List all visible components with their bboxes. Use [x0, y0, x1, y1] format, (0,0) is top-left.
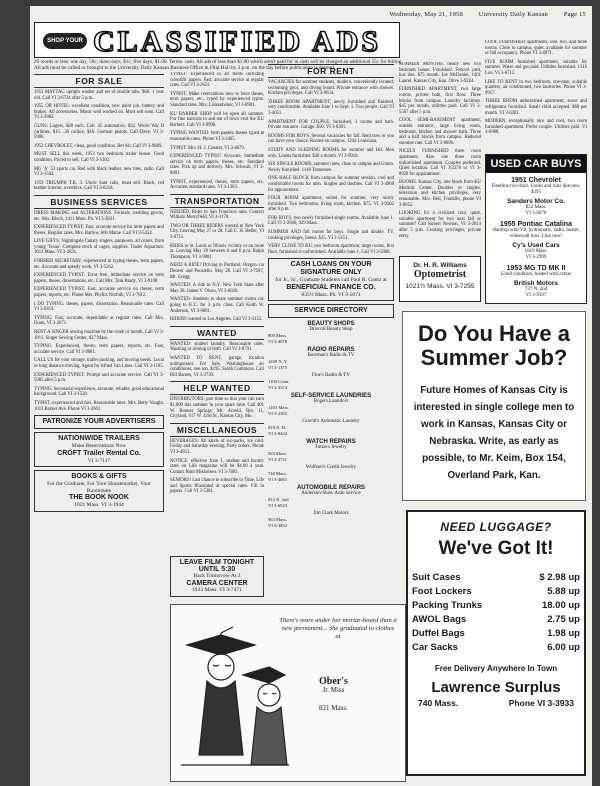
service-address: 1100 Conn. [268, 379, 290, 385]
service-directory-heading [268, 304, 394, 318]
service-listing [268, 511, 394, 529]
nationwide-sub: Make Reservations Now [71, 443, 127, 450]
luggage-item-price: 18.00 up [541, 599, 580, 611]
car-address: 822 Mass. [525, 205, 547, 210]
classified-ad: NEEDED: Rider to San Francisco area. Contact William Merryfield, VI 3-1170. [170, 209, 264, 221]
classified-ad: TYPIST: Experienced in all fields including scientific papers. Fast, accurate service at regular rates. Call VI 3-2623. [170, 72, 264, 89]
classified-ad: RIDERS wanted to Los Angeles. Call VI 3-3152. [170, 317, 263, 323]
car-model: 1955 Pontiac Catalina [500, 221, 572, 228]
help-wanted-heading: HELP WANTED [170, 381, 264, 395]
transportation-heading: TRANSPORTATION [170, 194, 264, 208]
classified-ad: TYPING: Secretarial experience, accurate, reliable, good educational background. Call VI 3-1528. [34, 386, 164, 398]
classified-ad: MUST SELL this week, 1953 two bedroom trailer house. Good condition. Priced to sell. Call VI 3-1102. [34, 152, 164, 163]
classified-ad: EXPERIENCED TYPIST: Error free, immediate service on term papers, theses, dissertations, etc. Call Mrs. Tom Brady, VI 3-9108. [34, 273, 164, 284]
paper-name: University Daily Kansan [478, 11, 548, 18]
service-category: BEAUTY SHOPS [307, 321, 355, 328]
rent-list-3 [485, 40, 587, 136]
classified-ad: FOR BOYS, two newly furnished single rooms. Available June 1. Call VI 3-2666, 929 Mass. [268, 215, 394, 227]
service-phone: VI 3-8444 [268, 431, 288, 437]
classified-ad: 1955 OR HOTEL: excellent condition, new paint job, battery and brakes. All accessories. Motor well worked on. Must sell soon. Call VI 3-2882. [34, 104, 164, 121]
car-phone: VI 3-6070 [525, 211, 547, 216]
column-5 [485, 40, 587, 152]
classified-ad: RIDES to St. Louis or Illinois vicinity or on route at. Leaving May 28 between 6 and 6 p.m. Ralph Thompson, VI 3-9881. [170, 243, 264, 260]
classified-ad: EXPERIENCED TYPIST: Fast, accurate service on theses, term papers, reports, etc. Phone Mrs. Phyllis Norfolk, VI 3-7812. [34, 287, 164, 299]
luggage-item-name: Duffel Bags [412, 627, 465, 639]
service-category: WATCH REPAIRS [306, 439, 356, 446]
classified-ad: I DO TYPING: theses, papers, dissertation. Reasonable rates. Call VI 3-9413. [34, 301, 164, 313]
classified-ad: WANTED: Students to share summer rooms car going to K.C. for 3 p.m. class. Call Keith W. Anderson, VI 3-6081. [170, 297, 264, 314]
service-directory-list [268, 321, 394, 529]
car-desc: Hardtop with V8, hydramatic, radio, heater, whitewall tires. Like new! [492, 228, 580, 239]
classified-banner [34, 22, 400, 58]
cash-title: CASH LOANS ON YOUR SIGNATURE ONLY [290, 261, 372, 277]
classified-ad: DISTRIBUTORS: part time so that your can earn $1,000 this summer in your spare time. Call 401 W. Bonner Springs. Mr. Arnold, Rm. 11, Cityland, 617 W. 43rd St., Kansas City, Mo. [170, 397, 264, 420]
luggage-item-row [412, 584, 580, 598]
luggage-item-name: AWOL Bags [412, 613, 467, 625]
service-directory-title: SERVICE DIRECTORY [294, 307, 368, 315]
classified-ad: COOL FURNISHED apartments, one, two, and three rooms. Close to campus, quiet, available for summer or fall occupancy. Phone VI 3-4871. [485, 40, 587, 57]
page-number: Page 15 [563, 11, 586, 18]
luggage-ad [406, 510, 586, 776]
business-services-list [34, 211, 164, 412]
luggage-item-price: $ 2.98 up [539, 571, 580, 583]
film-addr: 1033 Mass. [191, 587, 218, 593]
classified-ad: FURNISHED APARTMENT, two large rooms, private bath, first floor. Three blocks from campus. Laundry facilities. $45 per month, utilities paid. Call VI 3-5587 after 5 p.m. [399, 87, 481, 115]
nationwide-phone: VI 3-7117 [87, 457, 111, 464]
classified-ad: APARTMENT FOR COUPLE, furnished, 3 rooms and bath. Private entrance. Garage. $50. VI 3-6381. [268, 119, 394, 131]
column-3 [268, 62, 394, 602]
classified-ad: SENIORS! Last chance to subscribe to Time, Life and Sports Illustrated at special rates. Fill in papers. Call VI 3-5381. [170, 478, 264, 495]
classified-ad: MODERN, exceptionally nice and cool, two room furnished apartment. Prefer couple. Utilities paid. VI 3-6988. [485, 119, 587, 136]
classified-ad: 1953 MAYTAG upright washer and set of double tubs. $60. 1 year old. Call VI 3-6724 after 5 p.m. [34, 90, 164, 101]
nationwide-trailers-ad [34, 432, 164, 467]
classified-ad: TYPING WANTED: term papers, theses typed at reasonable rates. Phone VI 3-3465. [170, 131, 264, 142]
free-delivery: Free Delivery Anywhere In Town [434, 664, 558, 673]
for-sale-list [34, 90, 164, 192]
classified-ad: ONE-HALF BLOCK from campus for summer session, cool and comfortable rooms for men. Singles and doubles. Call VI 3-4968 for appointment. [268, 176, 394, 193]
car-dealer: Cy's Used Cars [512, 242, 560, 249]
nationwide-title: NATIONWIDE TRAILERS [58, 435, 140, 443]
service-address: 812 N. 2nd [268, 497, 289, 503]
film-title: LEAVE FILM TONIGHT UNTIL 5:30 [179, 559, 255, 573]
service-listing [268, 347, 394, 371]
for-rent-list [268, 80, 394, 255]
luggage-item-row [412, 570, 580, 584]
help-wanted-list [170, 397, 264, 419]
classified-ad: VERY CLOSE TO KU, two bedroom apartment, large rooms, first floor, furnished or unfurnished. Available June 1. Call VI 3-5068. [268, 244, 394, 255]
obers-illustration-ad [170, 604, 406, 782]
classified-ad: RENT A SINGER sewing machine by the week or month. Call VI 3-1811. Singer Sewing Center, 827 Mass. [34, 330, 164, 341]
optom-addr: 1021½ Mass. [405, 283, 445, 290]
nationwide-company: CROFT Trailer Rental Co. [57, 449, 141, 457]
service-name: Rogers Laundr-It [313, 399, 349, 405]
service-name: Fine's Radio & TV [312, 373, 350, 379]
luggage-item-name: Car Sacks [412, 641, 458, 653]
luggage-item-name: Suit Cases [412, 571, 461, 583]
car-dealer: Sanders Motor Co. [507, 198, 565, 205]
film-store: CAMERA CENTER [186, 580, 248, 587]
service-name: Gravitt's Automatic Laundry [302, 419, 360, 425]
classified-ad: COOL SEMI-BASEMENT apartment, outside entrance, large living room, bedroom, kitchen and shower bath. Three and a half blocks from campus. Reduced summer rate. Call VI 3-8696. [399, 118, 481, 146]
luggage-item-row [412, 598, 580, 612]
luggage-price-table [412, 570, 580, 654]
book-nook-phone: VI 3-1944 [100, 502, 124, 509]
cash-sub: for Jr., Sr., Graduate Students call Paul R. Gantz at [275, 277, 387, 284]
book-nook-name: THE BOOK NOOK [69, 494, 129, 502]
service-phone: VI 3-4061 [268, 477, 288, 483]
shop-your-badge: SHOP YOUR [43, 33, 87, 49]
service-name: Driscoll Beauty Shop [309, 327, 353, 333]
car-model: 1951 Chevrolet [511, 177, 561, 184]
surplus-phone: Phone VI 3-3933 [508, 698, 574, 708]
service-phone: VI 3-2383 [268, 411, 288, 417]
illustration-caption: There's more under her mortar-board than a new permanent... She graduated to clothes at [279, 617, 397, 640]
book-nook-ad [34, 470, 164, 512]
classified-ad: TYPIST: Make reservations now to have theses, term papers, etc., typed by experienced typist. Standard rates. Mrs. Linkenhoker, VI 3-8981. [170, 91, 264, 108]
used-car-title: USED CAR BUYS [486, 155, 586, 173]
classified-ad: TYPIST, experienced, theses, term papers, etc. Accurate, standard rates. VI 3-1363. [170, 179, 264, 191]
luggage-item-row [412, 640, 580, 654]
service-name: Anderson-Shaw Auto Service [301, 491, 361, 497]
for-sale-heading: FOR SALE [34, 74, 164, 88]
optometrist-ad [399, 256, 481, 302]
wanted-list [170, 342, 264, 379]
banner-title: CLASSIFIED ADS [93, 25, 381, 58]
luggage-item-price: 6.00 up [547, 641, 580, 653]
issue-date: Wednesday, May 21, 1958 [389, 11, 463, 18]
classified-ad: FIVE ROOM furnished apartment, suitable for summer. Water and gas paid. Utilities furnished. 1316 Lou. VI 3-6712. [485, 59, 587, 76]
service-listing [268, 393, 394, 417]
service-phone: VI 3-1375 [268, 365, 288, 371]
car-phone: VI 3-2999 [525, 255, 547, 260]
column-2 [170, 72, 264, 554]
classified-ad: TYPIST: Mrs. H. J. Coester, VI 3-4679. [170, 145, 245, 151]
classified-ad: EXPERIENCED TYPIST: Fast, accurate service for term papers and theses. Regular rates. Mrs. Barlow, 606 Maine. Call VI 3-5454. [34, 225, 164, 236]
classified-ad: WANTED: student laundry. Reasonable rates. Washing or ironing or both. Call VI 3-8791. [170, 341, 264, 353]
rent-list-2 [399, 62, 481, 239]
obers-address: 821 Mass. [319, 704, 348, 712]
service-name: Fatzers Jewelry [315, 445, 347, 451]
optom-name: Dr. H. R. Williams [413, 262, 467, 269]
luggage-answer: We've Got It! [438, 538, 554, 559]
classified-ad: SUMMER AND fall rooms for boys. Single and double. TV, cooking privileges, linens. $35. VI 3-5151. [268, 230, 394, 241]
job-headline: Do You Have a Summer Job? [417, 321, 570, 370]
running-header [375, 11, 586, 18]
classified-ad: LIVE GIFTS: Nightingale Canary singers, parakeets, all colors, from young 'Texas'. Complete stock of cages, supplies. Trader Aquarium. 1613 Mass. VI 3-2831. [34, 239, 164, 256]
service-name: Wolfson's Credit Jewelry [305, 465, 357, 471]
luggage-item-price: 1.98 up [547, 627, 580, 639]
classified-ad: ROOMS. Kansas City, one block from KU Medical Center. Doubles or singles, television and kitchen privileges, very reasonable. Mrs. Bell, Franklin, phone VI 3-8852. [399, 180, 481, 208]
service-address: 819 N. H. [268, 425, 287, 431]
miscellaneous-heading: MISCELLANEOUS [170, 423, 264, 437]
book-nook-sub: For the Graduate, For Your Housemother, Your Roommate [47, 481, 151, 494]
book-nook-addr: 1021 Mass. [74, 502, 100, 509]
classified-ad: CALL US for your storage, trailer packing, and moving needs. Local or long distance moving. Agent for Allied Van Lines. Call VI 3-1185. [34, 358, 164, 369]
obers-line2: Jr. Miss [322, 686, 345, 694]
cash-addr: 835½ Mass. [301, 291, 329, 298]
car-model: 1953 MG TD MK II [506, 265, 566, 272]
classified-ad: TYPING: Experienced, theses, term papers, reports, etc. Fast, accurate service. Call VI 3-9881. [34, 344, 164, 355]
classified-ad: THREE ROOM APARTMENT, newly furnished and finished, very comfortable. Available June 1 to Sept. 1. Two people. Call VI 3-4051. [268, 99, 394, 116]
service-listing [268, 373, 394, 391]
service-address: 1200 N. Y. [268, 359, 288, 365]
business-services-heading: BUSINESS SERVICES [34, 195, 164, 209]
service-category: SELF-SERVICE LAUNDRIES [290, 393, 372, 400]
luggage-item-name: Packing Trunks [412, 599, 483, 611]
classified-ad: EXPERIENCED TYPIST: Prompt and accurate service. Call VI 3-5985 after 5 p.m. [34, 372, 164, 384]
for-rent-heading: FOR RENT [268, 64, 394, 78]
classified-ad: ROOMS FOR BOYS. Several vacancies for fall. Rent now or you can have your choice. Rooms on campus. 1244 Louisiana. [268, 133, 394, 145]
newspaper-page [30, 6, 592, 786]
service-category: AUTOMOBILE REPAIRS [296, 485, 366, 492]
service-phone: VI 3-3374 [268, 385, 288, 391]
obers-name: Ober's [319, 676, 348, 687]
classified-ad: KU BARBER SHOP will be open all summer. For fine haircuts in and out of town visit the KU Barbers. Call VI 3-9906. [170, 111, 264, 128]
cash-phone: Ph. VI 3-5074 [329, 291, 361, 298]
book-nook-title: BOOKS & GIFTS [71, 473, 127, 481]
luggage-item-price: 5.88 up [547, 585, 580, 597]
service-address: 800 Mass. [268, 333, 287, 339]
service-category: RADIO REPAIRS [307, 347, 355, 354]
car-dealer: British Motors [513, 280, 559, 287]
film-phone: VI 3-7471 [218, 587, 243, 593]
service-listing [268, 465, 394, 483]
service-listing [268, 485, 394, 509]
service-phone: VI 3-3852 [268, 523, 288, 529]
patronize-box [34, 415, 164, 429]
service-address: 740 Mass. [268, 471, 287, 477]
luggage-item-row [412, 612, 580, 626]
service-address: 1403 Mass. [268, 405, 290, 411]
used-car-list [486, 177, 586, 299]
classified-ad: GUNS: Lugers, $28 each. Colt .45 automatics, $32. World War II carbines, $15. .30 calibre, $16. German pistols. Call Dave, VI 3-5906. [34, 123, 164, 141]
classified-ad: FOUR ROOM apartment, suited for summer, very nicely furnished. Two bedrooms, living room, kitchen. $75. VI 3-9302 after 6 p.m. [268, 196, 394, 213]
service-name: Jim Clark Motors [313, 511, 349, 517]
classified-ad: WANTED: A ride to N.Y. New York State after May 28. James V. Olson, VI 3-6020. [170, 283, 264, 294]
camera-center-ad [170, 556, 264, 597]
optom-phone: VI 3-7255 [446, 283, 475, 290]
service-address: 920 Mass. [268, 451, 287, 457]
summer-job-ad [402, 311, 586, 501]
classified-ad: NOTICE: effective June 1, student and faculty rates on Life magazine will be $4.00 a year. Contact Ruth Mikkelsen. VI 3-7883. [170, 458, 264, 475]
service-phone: VI 3-6943 [268, 503, 288, 509]
service-phone: VI 3-4078 [268, 339, 288, 345]
classified-ad: NEED A RIDE? Driving to Portland, Oregon via Denver and Pocatello. May 28. Call VI 3-7587, Mr. Gregg. [170, 263, 264, 280]
luggage-item-price: 2.75 up [547, 613, 580, 625]
classified-ad: LIKE TO RENT in two bedroom, one-man, suitable quarters, air conditioned, two lavatories. Phone VI 3-9917. [485, 79, 587, 96]
miscellaneous-list [170, 439, 264, 495]
classified-ad: FORMER SECRETARY, experienced in typing theses, term papers, etc. Accurate and speedy work. VI 3-5262. [34, 259, 164, 270]
job-body: Future Homes of Kansas City is interested in single college men to work in Kansas, Kansas City or Nebraska. Write, as early as possible, to Mr. Keim, Box 154, Overland Park, Kan. [413, 385, 575, 481]
service-listing [268, 419, 394, 437]
service-name: Bowman's Radio & TV [307, 353, 355, 359]
classified-ad: TYPING: Fast, accurate, dependable at regular rates. Call Mrs. Dunn, VI 3-2671. [34, 315, 164, 327]
car-desc: Good condition, loaded with extras [500, 272, 572, 277]
classified-ad: THREE ROOM unfurnished apartment, stove and refrigerator furnished. Small child accepted. $68 per month. VI 3-6381. [485, 99, 587, 116]
classified-ad: WANTED TO RENT, garage, location unimportant. For Sale, Washinghouse air conditioner, one ton. $195. South Commons. Call Bill Barnes, VI 3-3739. [170, 355, 264, 378]
graduates-illustration [173, 605, 293, 781]
service-address: 963 Mass. [268, 517, 287, 523]
service-phone: VI 3-4721 [268, 457, 288, 463]
surplus-address: 740 Mass. [418, 698, 459, 708]
classified-ad: DRESS MAKING and ALTERATIONS. Formals, wedding gowns, etc. Mrs. Bloch, 1411 Mass. Ph. VI 3-3041. [34, 210, 164, 222]
classified-ad: MG 'A' '53 sports car. Red with black leather, new tires, radio. Call VI 3-1564. [34, 166, 164, 178]
car-address: 727 N. 2nd [524, 287, 548, 292]
classified-ad: STUDY AND SLEEPING ROOMS for summer and fall. Men only. Linens furnished. $30 a month. VI 3-9910. [268, 147, 394, 159]
film-sub: Back Tomorrow At 2 [193, 573, 241, 579]
classified-ad: LOOKING for a civilized cool, quiet, suitable apartment for two next fall or summer? Call Robert Newton, VI 3-2814 after 5 p.m. Cooking privileges, private entry. [399, 211, 481, 239]
classified-ad: NICELY FURNISHED three room apartment. Also one three room unfurnished apartment. Couples preferred. Quiet location. Call VI 3-2276 or VI 3-8928 for appointment. [399, 149, 481, 177]
classified-ad: BEVERAGES: All kinds of six-packs, ice cold. Friday and Saturday evening. Party orders. Phone VI 3-4813. [170, 438, 264, 455]
cash-company: BENEFICIAL FINANCE CO. [286, 283, 376, 291]
car-desc: Fleetline two door. Looks and runs like new. $395 [491, 184, 581, 195]
classified-ad: VACANCIES for summer students, modern, conveniently located; swimming pool, and diving board. Private entrance with shower. Kitchen privileges. Call VI 3-9654. [268, 80, 394, 97]
lawrence-surplus-name: Lawrence Surplus [431, 679, 561, 696]
optom-title: Optometrist [413, 269, 467, 280]
car-phone: VI 3-9397 [525, 293, 547, 298]
used-car-buys-ad [485, 154, 587, 304]
luggage-item-name: Foot Lockers [412, 585, 472, 597]
column-1 [34, 72, 164, 784]
classified-ad: SUMMER MONTHS, nearly new two bedroom house. Furnished. Fenced yard, bus line. $75 month. Joe McDaniel, 1401 Laurel. Kansas City, Kan. Olive 3-9224. [399, 62, 481, 84]
obers-store [319, 677, 348, 713]
column-4 [399, 62, 481, 254]
classified-ad: SIX SINGLE ROOMS, summer rates, close to campus and Union. Newly furnished. 1146 Tennessee. [268, 162, 394, 173]
car-address: 1019 Mass. [524, 249, 548, 254]
classified-ad: TWO OR THREE RIDERS wanted to New York City. Leaving May 27 or 28. Call C. H. Heller, VI 3-9711. [170, 223, 264, 241]
luggage-item-row [412, 626, 580, 640]
service-listing [268, 439, 394, 463]
service-listing [268, 321, 394, 345]
classified-ad: EXPERIENCED TYPIST: Accurate, immediate service on term papers, theses, etc. Standard rates. Pick up and delivery. Mrs. Schwab, VI 3-8801. [170, 154, 264, 176]
transportation-list [170, 210, 264, 323]
rate-line: 20 words or less: one day, 50c; three days, $1c; five days, $1.00. Terms: cash. All ads of less than $1.00 which aren't paid for in cash will be charged an additional 25c for billing. All ads must be called or brought to the University Daily Kansan Business Office in Flint Hall by 3 p.m. on the day before publication is desired. [34, 59, 403, 71]
classified-ad: 1959 TRIUMPH T.R. 3. Uncle Sam calls, must sell. Black, red leather interior, overdrive. Call VI 3-8218. [34, 180, 164, 192]
wanted-heading: WANTED [170, 326, 264, 340]
beneficial-finance-ad [268, 258, 394, 301]
luggage-question: NEED LUGGAGE? [440, 520, 552, 534]
classified-ad: 1952 CHEVROLET, clean, good condition. Bel Air. Call VI 3-9889. [34, 143, 163, 149]
patronize-text: PATRONIZE YOUR ADVERTISERS [42, 418, 156, 426]
typist-list [170, 72, 264, 191]
classified-ad: TYPIST, experienced and fast. Reasonable rates. Mrs. Betty Vaught. 1013 Barker Ave. Phone VI 3-2661. [34, 400, 164, 412]
